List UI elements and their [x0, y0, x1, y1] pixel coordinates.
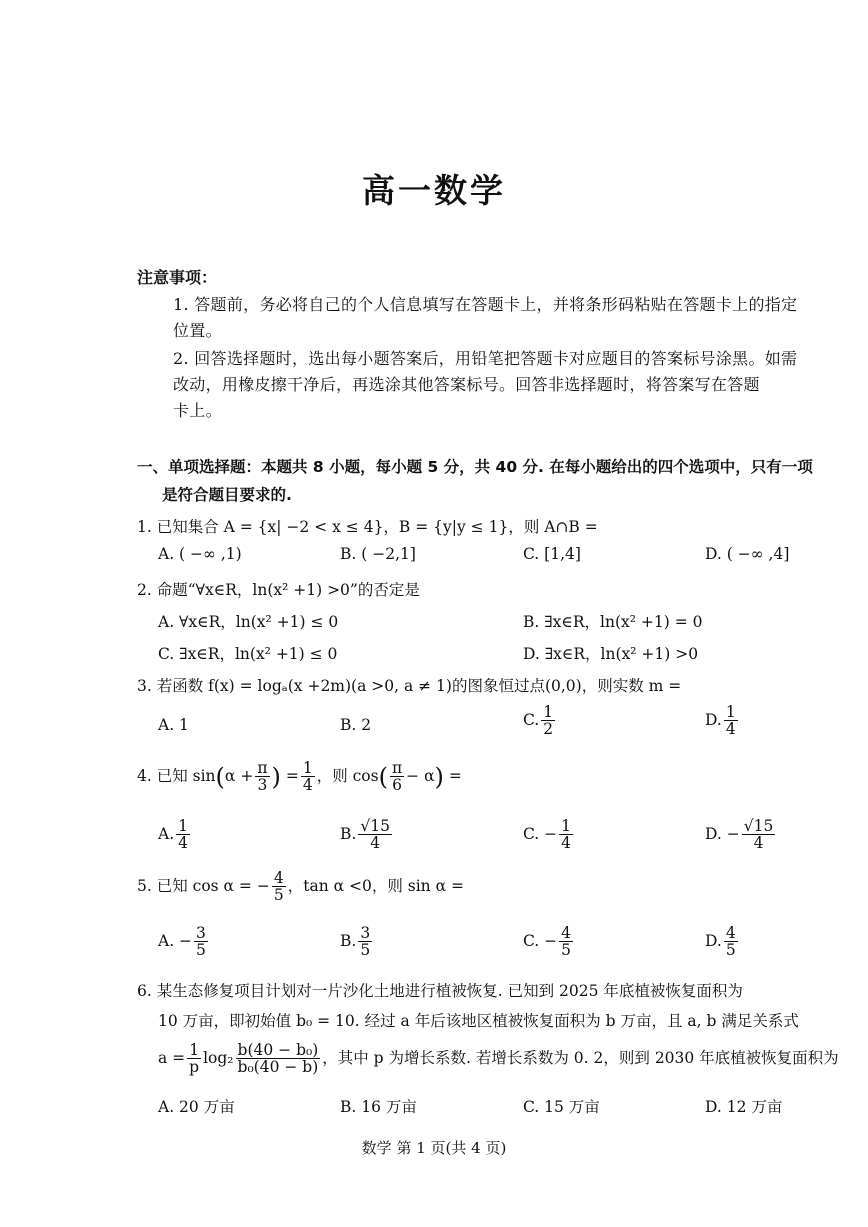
option-label: B.	[340, 931, 357, 950]
denominator: 5	[725, 941, 736, 960]
question-6-line-1: 6. 某生态修复项目计划对一片沙化土地进行植被恢复. 已知到 2025 年底植被恢复面积为	[137, 982, 743, 1000]
q1-option-c: C. [1,4]	[523, 545, 581, 563]
denominator: 4	[753, 834, 764, 853]
q1-option-b: B. ( −2,1]	[340, 545, 416, 563]
numerator: 3	[196, 924, 206, 942]
option-label: D.	[705, 710, 722, 729]
denominator: 2	[543, 720, 554, 739]
fraction	[724, 704, 738, 738]
denominator: 3	[257, 776, 268, 795]
notice-line: 2. 回答选择题时，选出每小题答案后，用铅笔把答题卡对应题目的答案标号涂黑。如需	[173, 349, 798, 368]
option-label: A.	[158, 824, 175, 843]
q6-option-c: C. 15 万亩	[523, 1098, 600, 1116]
q2-option-d: D. ∃x∈R，ln(x² +1) >0	[523, 645, 699, 663]
fraction	[559, 818, 573, 852]
denominator: 4	[725, 720, 736, 739]
stem-text: − α	[406, 766, 435, 785]
option-label: C.	[523, 710, 540, 729]
formula-text: a =	[158, 1048, 186, 1067]
option-label: B.	[340, 824, 357, 843]
denominator: 4	[178, 834, 188, 853]
option-label: D.	[705, 931, 722, 950]
stem-text: =	[448, 766, 462, 785]
fraction	[742, 818, 776, 852]
numerator: √15	[360, 817, 390, 835]
fraction	[187, 1042, 201, 1076]
q4-option-c	[523, 818, 575, 852]
q5-option-d	[705, 925, 740, 959]
denominator: 5	[360, 941, 371, 960]
q1-option-d: D. ( −∞ ,4]	[705, 545, 790, 563]
q3-option-a: A. 1	[158, 716, 189, 734]
stem-text: ，tan α <0，则 sin α =	[287, 876, 464, 895]
numerator: 1	[561, 817, 572, 835]
numerator: 1	[302, 759, 313, 777]
denominator: 4	[370, 834, 381, 853]
numerator: 3	[360, 924, 371, 942]
stem-text: 5. 已知 cos α = −	[137, 876, 270, 895]
q4-option-d	[705, 818, 777, 852]
question-6-line-2: 10 万亩，即初始值 b₀ = 10. 经过 a 年后该地区植被恢复面积为 b 万亩，且 a, b 满足关系式	[158, 1012, 799, 1030]
option-label: C. −	[523, 824, 558, 843]
formula-text: log₂	[203, 1048, 234, 1067]
numerator: 1	[178, 817, 188, 835]
denominator: b₀(40 − b)	[237, 1058, 319, 1077]
fraction	[272, 870, 286, 904]
fraction	[301, 760, 315, 794]
notice-line: 位置。	[173, 321, 222, 340]
notice-heading: 注意事项：	[137, 268, 218, 287]
option-label: C. −	[523, 931, 558, 950]
fraction	[559, 925, 573, 959]
numerator: 1	[189, 1041, 200, 1059]
stem-text: =	[285, 766, 299, 785]
paren: )	[434, 762, 444, 791]
q5-option-a	[158, 925, 210, 959]
question-6-formula	[158, 1042, 839, 1076]
question-5-stem	[137, 870, 464, 904]
q2-option-b: B. ∃x∈R，ln(x² +1) = 0	[523, 613, 703, 631]
q5-option-c	[523, 925, 575, 959]
denominator: 4	[302, 776, 313, 795]
fraction	[724, 925, 738, 959]
fraction	[390, 760, 404, 794]
formula-text: ，其中 p 为增长系数. 若增长系数为 0. 2，则到 2030 年底植被恢复面积为	[322, 1048, 839, 1067]
stem-text: ，则 cos	[316, 766, 379, 785]
numerator: π	[257, 759, 268, 777]
numerator: 1	[543, 703, 554, 721]
paren: )	[271, 762, 281, 791]
q6-option-d: D. 12 万亩	[705, 1098, 783, 1116]
numerator: b(40 − b₀)	[237, 1041, 319, 1059]
denominator: 4	[561, 834, 572, 853]
denominator: p	[189, 1058, 200, 1077]
numerator: 4	[725, 924, 736, 942]
question-3-stem: 3. 若函数 f(x) = logₐ(x +2m)(a >0, a ≠ 1)的图象恒过点(0,0)，则实数 m =	[137, 677, 682, 695]
q3-option-c	[523, 704, 557, 738]
q6-option-b: B. 16 万亩	[340, 1098, 417, 1116]
option-label: D. −	[705, 824, 740, 843]
notice-line: 1. 答题前，务必将自己的个人信息填写在答题卡上，并将条形码粘贴在答题卡上的指定	[173, 295, 798, 314]
fraction	[236, 1042, 321, 1076]
fraction	[194, 925, 208, 959]
denominator: 5	[273, 886, 284, 905]
numerator: 1	[725, 703, 736, 721]
notice-line: 改动，用橡皮擦干净后，再选涂其他答案标号。回答非选择题时，将答案写在答题	[173, 375, 760, 394]
option-label: A. −	[158, 931, 193, 950]
q2-option-a: A. ∀x∈R，ln(x² +1) ≤ 0	[158, 613, 339, 631]
stem-text: α +	[224, 766, 254, 785]
q3-option-b: B. 2	[340, 716, 372, 734]
fraction	[176, 818, 190, 852]
numerator: π	[391, 759, 403, 777]
q5-option-b	[340, 925, 374, 959]
denominator: 5	[561, 941, 572, 960]
q4-option-a	[158, 818, 192, 852]
q6-option-a: A. 20 万亩	[158, 1098, 235, 1116]
numerator: √15	[743, 817, 774, 835]
q3-option-d	[705, 704, 740, 738]
stem-text: 4. 已知 sin	[137, 766, 216, 785]
section-heading: 一、单项选择题：本题共 8 小题，每小题 5 分，共 40 分. 在每小题给出的四个选项中，只有一项	[137, 458, 813, 476]
fraction	[255, 760, 269, 794]
paren: (	[378, 762, 388, 791]
fraction	[358, 818, 392, 852]
question-1-stem: 1. 已知集合 A = {x| −2 < x ≤ 4}，B = {y|y ≤ 1}，则 A∩B =	[137, 518, 598, 536]
denominator: 5	[196, 941, 206, 960]
q4-option-b	[340, 818, 394, 852]
page-title: 高一数学	[362, 171, 506, 210]
question-2-stem: 2. 命题“∀x∈R，ln(x² +1) >0”的否定是	[137, 581, 420, 599]
fraction	[358, 925, 372, 959]
q2-option-c: C. ∃x∈R，ln(x² +1) ≤ 0	[158, 645, 338, 663]
fraction	[541, 704, 555, 738]
denominator: 6	[392, 776, 402, 795]
question-4-stem	[137, 760, 462, 794]
numerator: 4	[561, 924, 572, 942]
page-footer: 数学 第 1 页(共 4 页)	[361, 1139, 507, 1157]
paren: (	[215, 762, 225, 791]
numerator: 4	[273, 869, 284, 887]
section-heading-cont: 是符合题目要求的.	[162, 486, 292, 504]
q1-option-a: A. ( −∞ ,1)	[158, 545, 242, 563]
notice-line: 卡上。	[173, 401, 222, 420]
